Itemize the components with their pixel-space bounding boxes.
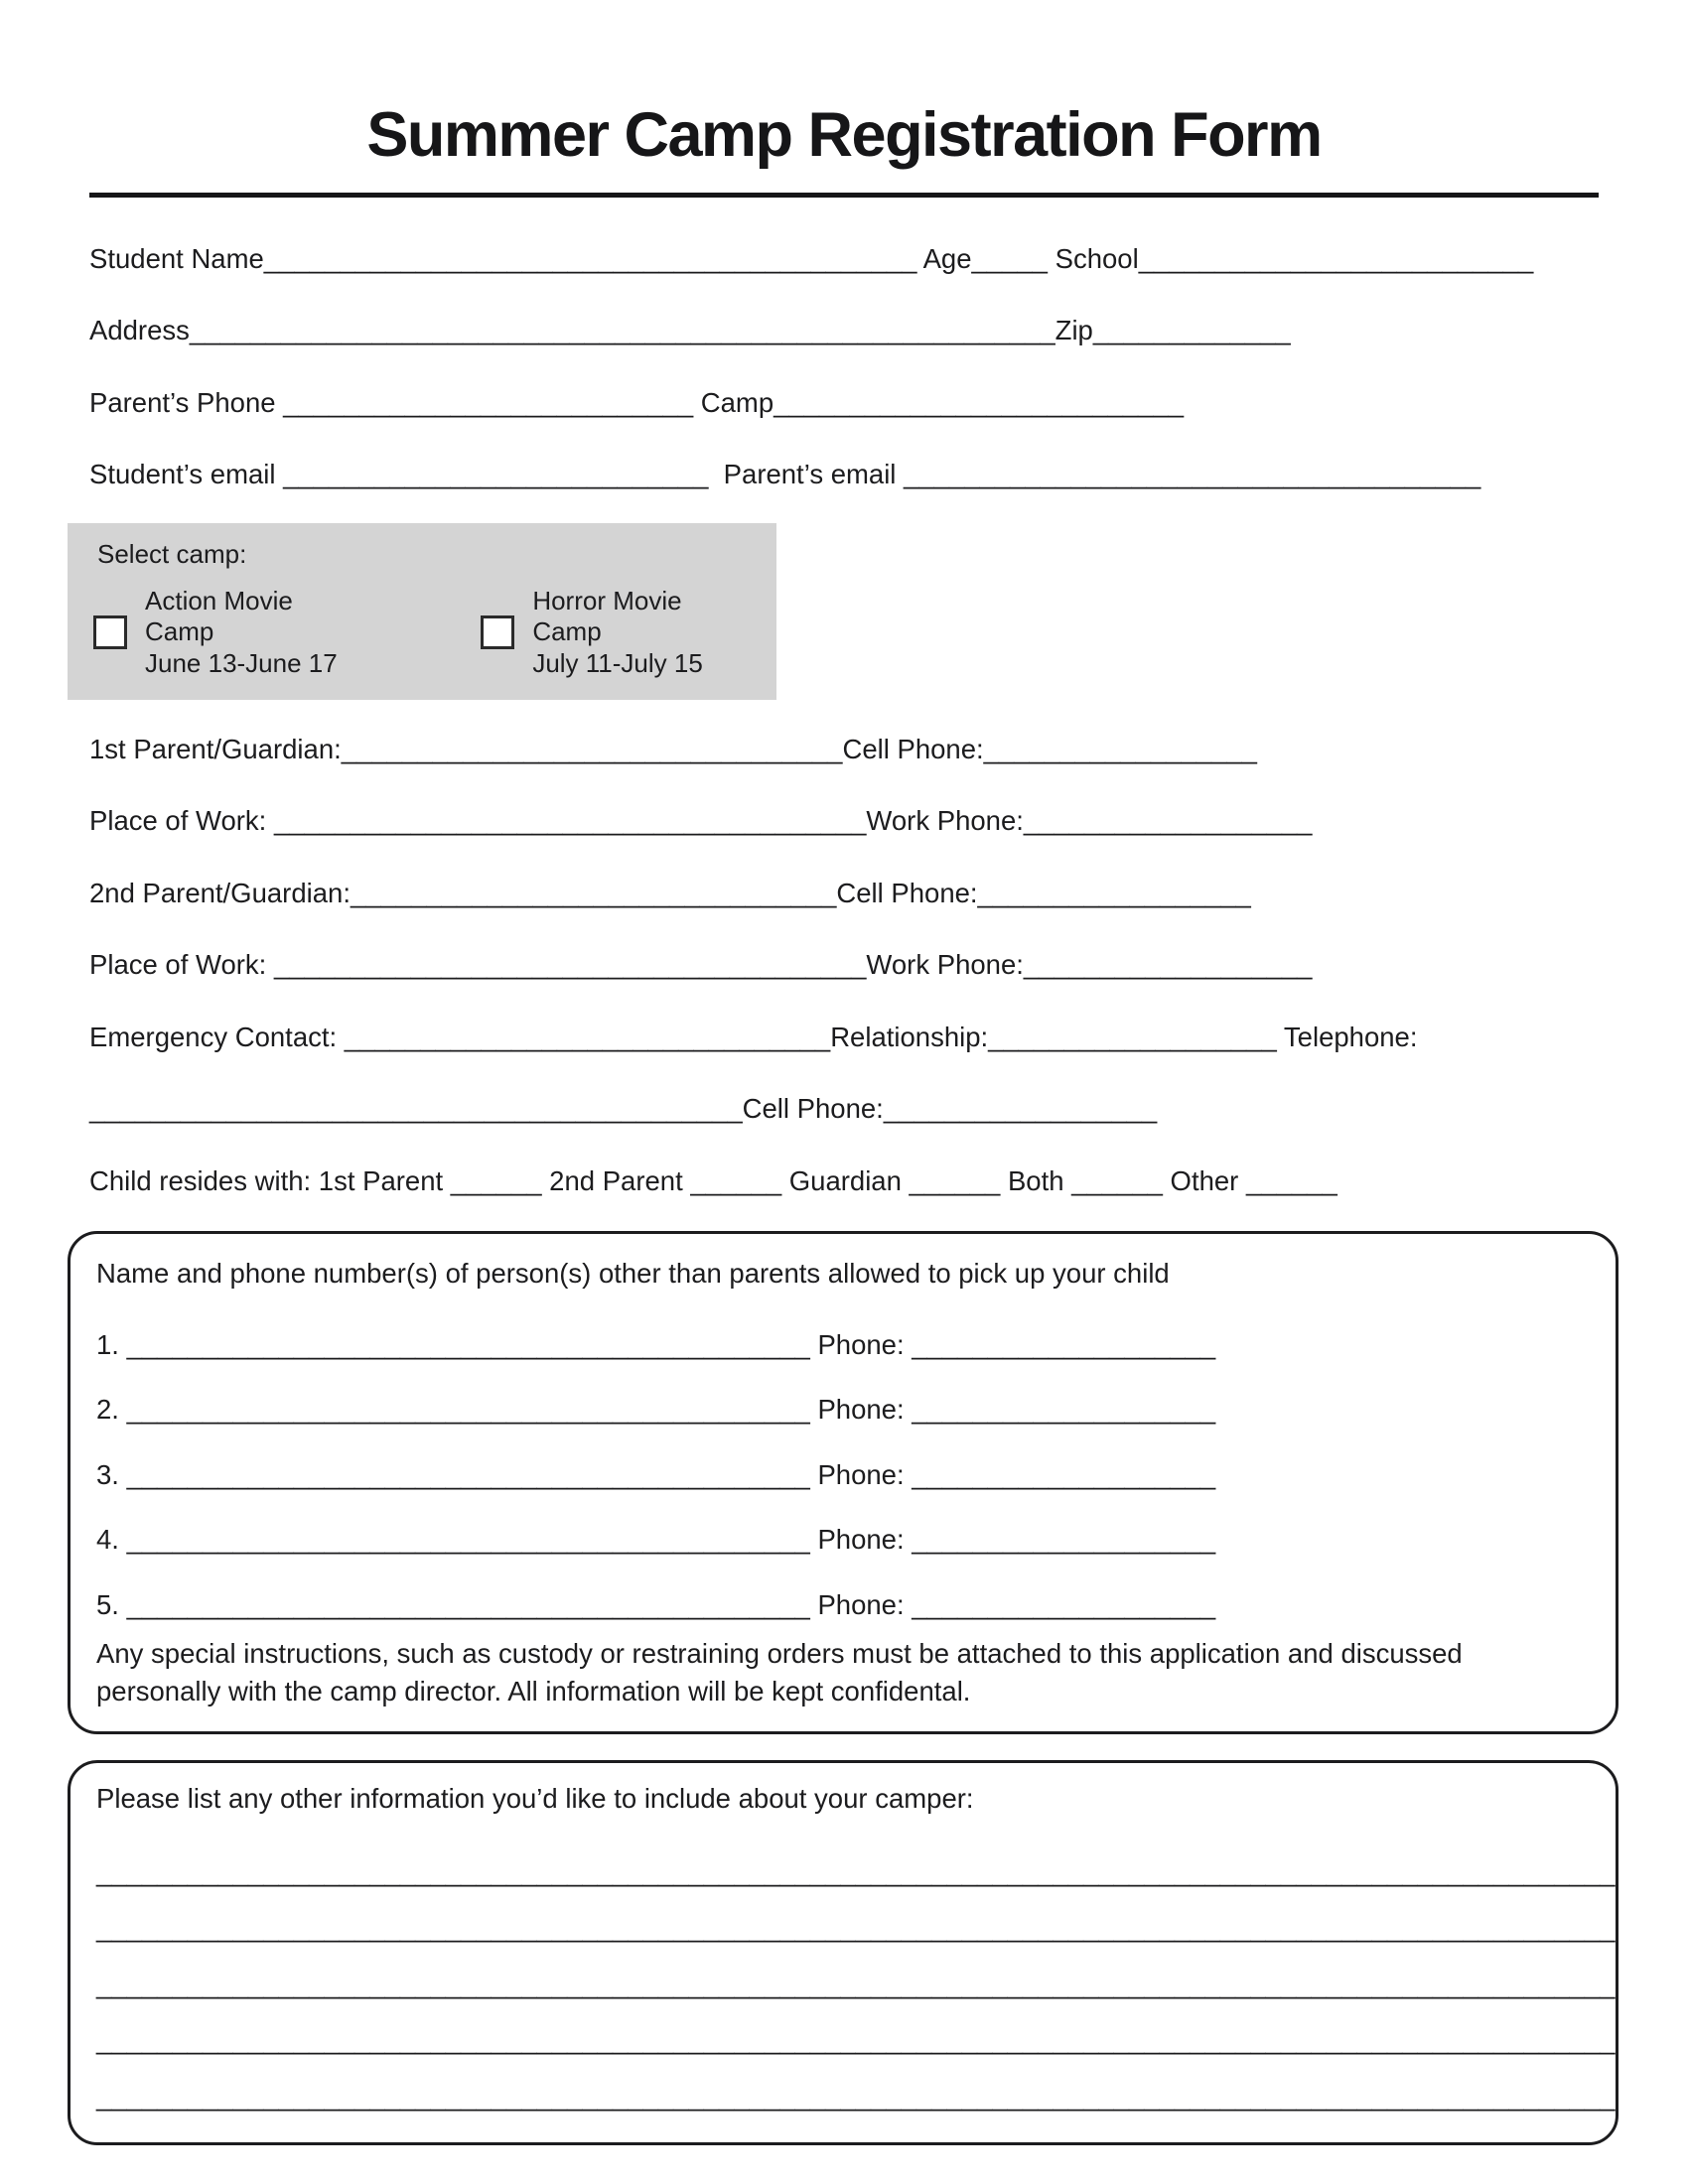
pickup-person-row-3: 3. _____________________________________________ Phone: ____________________ bbox=[96, 1458, 1216, 1490]
other-info-blank-line-1: ____________________________________________________________________________________________________ bbox=[96, 1855, 1616, 1887]
address-zip-line: Address_________________________________________________________Zip_____________ bbox=[89, 315, 1291, 346]
action-movie-camp-label bbox=[145, 586, 361, 680]
form-title: Summer Camp Registration Form bbox=[366, 100, 1322, 170]
other-information-section bbox=[68, 1760, 1618, 2145]
pickup-section-heading: Name and phone number(s) of person(s) other than parents allowed to pick up your child bbox=[96, 1257, 1170, 1289]
other-info-blank-line-5: ____________________________________________________________________________________________________ bbox=[96, 2080, 1616, 2112]
pickup-person-row-5: 5. _____________________________________________ Phone: ____________________ bbox=[96, 1588, 1216, 1620]
other-info-blank-line-4: ____________________________________________________________________________________________________ bbox=[96, 2024, 1616, 2056]
emergency-contact-line: Emergency Contact: ________________________________Relationship:___________________ Telephone: bbox=[89, 1021, 1418, 1052]
camp-options-row bbox=[93, 586, 751, 680]
other-information-heading: Please list any other information you’d like to include about your camper: bbox=[96, 1782, 974, 1814]
first-parent-guardian-line: 1st Parent/Guardian:_________________________________Cell Phone:__________________ bbox=[89, 733, 1257, 764]
other-info-blank-line-3: ____________________________________________________________________________________________________ bbox=[96, 1968, 1616, 1999]
horror-movie-camp-label bbox=[532, 586, 751, 680]
camp-option-dates: June 13-June 17 bbox=[145, 648, 338, 679]
pickup-authorization-section bbox=[68, 1231, 1618, 1734]
parent-phone-camp-line: Parent’s Phone ___________________________ Camp___________________________ bbox=[89, 386, 1185, 418]
other-info-blank-line-2: ____________________________________________________________________________________________________ bbox=[96, 1912, 1616, 1944]
child-resides-with-line: Child resides with: 1st Parent ______ 2nd Parent ______ Guardian ______ Both ______ Other ______ bbox=[89, 1164, 1337, 1196]
title-divider bbox=[89, 193, 1599, 198]
camp-option-name: Horror Movie Camp bbox=[532, 585, 682, 647]
camp-option-dates: July 11-July 15 bbox=[532, 648, 703, 679]
second-parent-guardian-line: 2nd Parent/Guardian:________________________________Cell Phone:__________________ bbox=[89, 877, 1251, 908]
emergency-cell-phone-line: ___________________________________________Cell Phone:__________________ bbox=[89, 1093, 1158, 1125]
student-name-age-school-line: Student Name___________________________________________ Age_____ School__________________________ bbox=[89, 243, 1534, 274]
second-parent-work-line: Place of Work: _______________________________________Work Phone:___________________ bbox=[89, 949, 1313, 981]
camp-option-action-movie bbox=[93, 586, 361, 680]
select-camp-section bbox=[68, 523, 776, 700]
select-camp-label: Select camp: bbox=[97, 538, 247, 569]
student-parent-email-line: Student’s email ____________________________ Parent’s email ______________________________________ bbox=[89, 459, 1481, 490]
camp-option-horror-movie bbox=[481, 586, 751, 680]
pickup-person-row-4: 4. _____________________________________________ Phone: ____________________ bbox=[96, 1524, 1216, 1556]
pickup-person-row-1: 1. _____________________________________________ Phone: ____________________ bbox=[96, 1328, 1216, 1360]
action-movie-camp-checkbox bbox=[93, 615, 127, 649]
first-parent-work-line: Place of Work: _______________________________________Work Phone:___________________ bbox=[89, 805, 1313, 837]
special-instructions-note: Any special instructions, such as custody or restraining orders must be attached to this application and discussed personally with the camp director. All information will be kept confidental. bbox=[96, 1638, 1463, 1706]
horror-movie-camp-checkbox bbox=[481, 615, 514, 649]
camp-option-name: Action Movie Camp bbox=[145, 585, 293, 647]
pickup-person-row-2: 2. _____________________________________________ Phone: ____________________ bbox=[96, 1394, 1216, 1426]
